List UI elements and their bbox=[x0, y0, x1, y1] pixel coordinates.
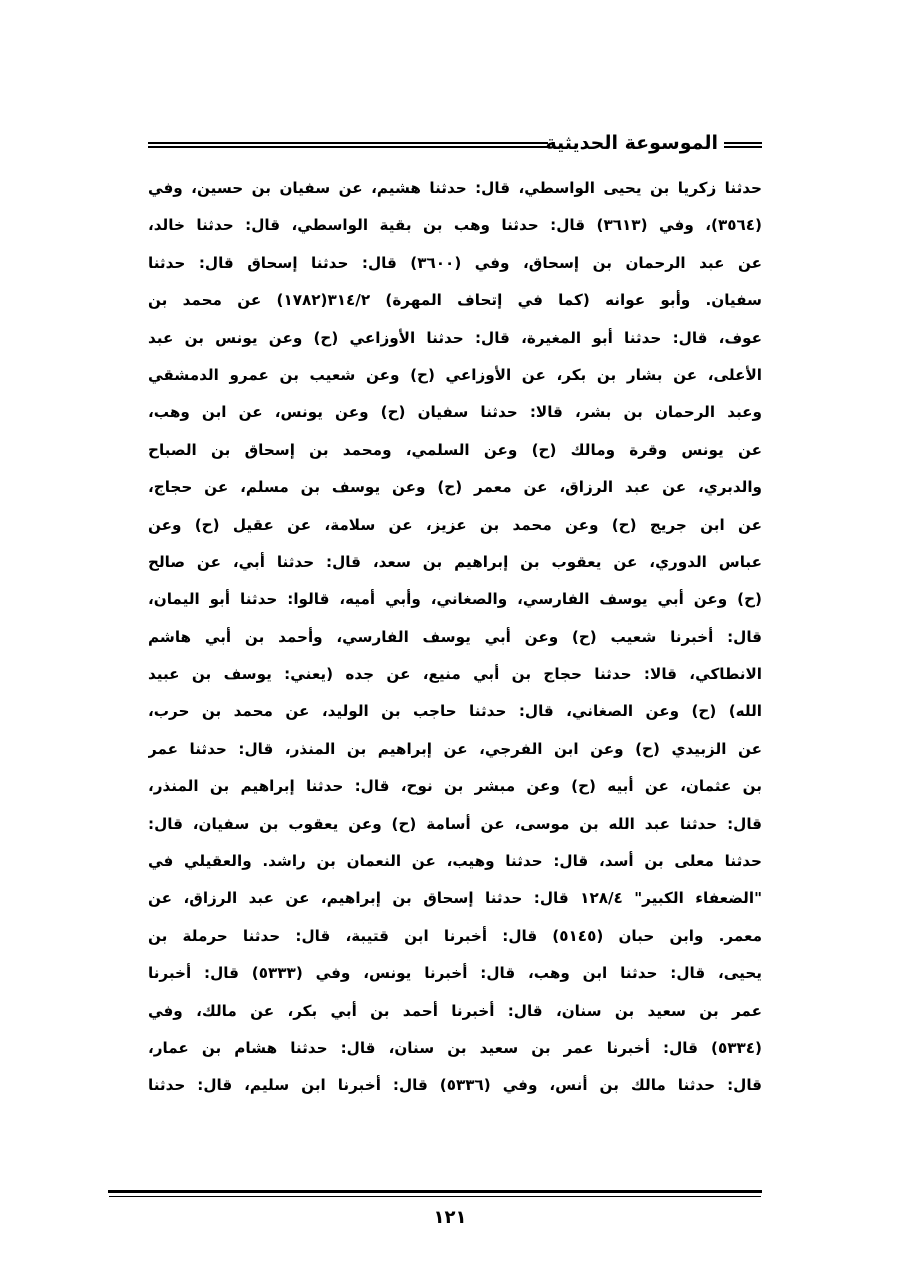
text-line: (٣٥٦٤)، وفي (٣٦١٣) قال: حدثنا وهب بن بقية الواسطي، قال: حدثنا خالد، bbox=[148, 216, 762, 235]
text-line: حدثنا زكريا بن يحيى الواسطي، قال: حدثنا هشيم، عن سفيان بن حسين، وفي bbox=[148, 179, 762, 197]
text-line: "الضعفاء الكبير" ١٢٨/٤ قال: حدثنا إسحاق بن إبراهيم، عن عبد الرزاق، عن bbox=[148, 889, 762, 908]
text-line: عوف، قال: حدثنا أبو المغيرة، قال: حدثنا الأوزاعي (ح) وعن يونس بن عبد bbox=[148, 328, 762, 347]
text-line: عن عبد الرحمان بن إسحاق، وفي (٣٦٠٠) قال: حدثنا إسحاق قال: حدثنا bbox=[148, 253, 762, 272]
text-line: الأعلى، عن بشار بن بكر، عن الأوزاعي (ح) وعن شعيب بن عمرو الدمشقي bbox=[148, 365, 762, 384]
text-line: بن عثمان، عن أبيه (ح) وعن مبشر بن نوح، قال: حدثنا إبراهيم بن المنذر، bbox=[148, 777, 762, 796]
page-number: ١٢١ bbox=[433, 1207, 467, 1228]
text-line: (٥٣٣٤) قال: أخبرنا عمر بن سعيد بن سنان، قال: حدثنا هشام بن عمار، bbox=[148, 1038, 762, 1057]
text-line: قال: حدثنا عبد الله بن موسى، عن أسامة (ح) وعن يعقوب بن سفيان، قال: bbox=[148, 814, 762, 833]
text-line: معمر. وابن حبان (٥١٤٥) قال: أخبرنا ابن قتيبة، قال: حدثنا حرملة بن bbox=[148, 926, 762, 945]
body-text bbox=[148, 170, 762, 1105]
header-title: الموسوعة الحديثية bbox=[545, 132, 718, 154]
text-line: حدثنا معلى بن أسد، قال: حدثنا وهيب، عن النعمان بن راشد. والعقيلي في bbox=[148, 852, 762, 871]
footer-rule bbox=[108, 1190, 762, 1193]
header-rule-left bbox=[148, 142, 548, 144]
running-header bbox=[148, 128, 762, 160]
text-line: عن يونس وقرة ومالك (ح) وعن السلمي، ومحمد بن إسحاق بن الصباح bbox=[148, 440, 762, 459]
text-line: عن ابن جريج (ح) وعن محمد بن عزيز، عن سلامة، عن عقيل (ح) وعن bbox=[148, 515, 762, 534]
text-line: قال: أخبرنا شعيب (ح) وعن أبي يوسف الفارسي، وأحمد بن أبي هاشم bbox=[148, 627, 762, 646]
text-line: عباس الدوري، عن يعقوب بن إبراهيم بن سعد، قال: حدثنا أبي، عن صالح bbox=[148, 552, 762, 571]
text-line: والدبري، عن عبد الرزاق، عن معمر (ح) وعن يوسف بن مسلم، عن حجاج، bbox=[148, 478, 762, 497]
text-line: قال: حدثنا مالك بن أنس، وفي (٥٣٣٦) قال: أخبرنا ابن سليم، قال: حدثنا bbox=[148, 1076, 762, 1095]
text-line: عمر بن سعيد بن سنان، قال: أخبرنا أحمد بن أبي بكر، عن مالك، وفي bbox=[148, 1001, 762, 1020]
text-line: يحيى، قال: حدثنا ابن وهب، قال: أخبرنا يونس، وفي (٥٣٣٣) قال: أخبرنا bbox=[148, 964, 762, 983]
text-line: عن الزبيدي (ح) وعن ابن الفرجي، عن إبراهيم بن المنذر، قال: حدثنا عمر bbox=[148, 739, 762, 758]
text-line: الانطاكي، قالا: حدثنا حجاج بن أبي منيع، عن جده (يعني: يوسف بن عبيد bbox=[148, 665, 762, 684]
text-line: (ح) وعن أبي يوسف الفارسي، والصغاني، وأبي أميه، قالوا: حدثنا أبو اليمان، bbox=[148, 590, 762, 609]
text-line: سفيان. وأبو عوانه (كما في إتحاف المهرة) ٣١٤/٢(١٧٨٢) عن محمد بن bbox=[148, 291, 762, 310]
text-line: الله) (ح) وعن الصغاني، قال: حدثنا حاجب بن الوليد، عن محمد بن حرب، bbox=[148, 702, 762, 721]
header-rule-right bbox=[724, 142, 762, 144]
text-line: وعبد الرحمان بن بشر، قالا: حدثنا سفيان (ح) وعن يونس، عن ابن وهب، bbox=[148, 403, 762, 422]
